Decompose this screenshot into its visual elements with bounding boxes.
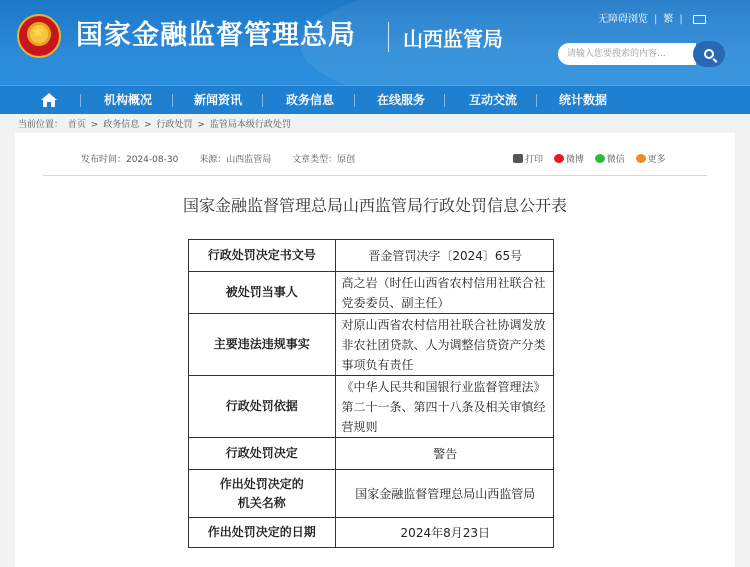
table-row [189, 314, 554, 376]
breadcrumb-home[interactable]: 首页 [67, 120, 86, 130]
table-row [189, 438, 554, 470]
print-button[interactable] [513, 154, 543, 166]
nav-divider [354, 94, 355, 107]
nav-divider [262, 94, 263, 107]
article-source: 来源：山西监管局 [199, 155, 272, 165]
weibo-label: 微博 [565, 155, 584, 165]
print-icon [513, 154, 523, 163]
publish-time: 发布时间：2024-08-30 [81, 155, 179, 165]
nav-item-about[interactable]: 机构概况 [104, 93, 153, 107]
weibo-icon [554, 154, 564, 163]
row-value: 高之岩（时任山西省农村信用社联合社党委委员、副主任） [335, 272, 553, 314]
search-input[interactable]: 请输入您要搜索的内容... [558, 43, 696, 65]
nav-item-government-info[interactable]: 政务信息 [286, 93, 335, 107]
breadcrumb [18, 119, 293, 131]
nav-item-online-service[interactable]: 在线服务 [377, 93, 426, 107]
mail-icon[interactable] [693, 15, 706, 24]
row-value: 警告 [335, 438, 553, 470]
print-label: 打印 [525, 155, 544, 165]
breadcrumb-separator: > [90, 120, 99, 130]
wechat-label: 微信 [606, 155, 625, 165]
top-link-separator: | [679, 14, 683, 25]
more-label: 更多 [647, 155, 666, 165]
table-row [189, 240, 554, 272]
row-key: 行政处罚决定书文号 [189, 240, 336, 272]
national-emblem-icon: ★ [17, 14, 61, 58]
breadcrumb-separator: > [197, 120, 205, 130]
breadcrumb-separator: > [144, 120, 152, 130]
meta-divider [43, 175, 707, 176]
nav-divider [172, 94, 173, 107]
breadcrumb-penalty[interactable]: 行政处罚 [156, 120, 193, 130]
site-title[interactable]: 国家金融监督管理总局 [76, 20, 356, 51]
row-key-line: 机关名称 [237, 495, 286, 510]
site-subtitle[interactable]: 山西监管局 [403, 27, 503, 51]
traditional-chinese-link[interactable]: 繁 [663, 14, 674, 25]
wechat-icon [595, 154, 605, 163]
table-row [189, 376, 554, 438]
breadcrumb-government-info[interactable]: 政务信息 [103, 120, 140, 130]
main-nav [0, 85, 750, 114]
top-links [598, 13, 706, 27]
row-value: 对原山西省农村信用社联合社协调发放非农社团贷款、人为调整信贷资产分类事项负有责任 [335, 314, 553, 376]
article-type: 文章类型：原创 [292, 155, 356, 165]
search-button[interactable] [693, 41, 725, 67]
home-icon[interactable] [40, 92, 58, 108]
table-row [189, 272, 554, 314]
table-row [189, 518, 554, 548]
row-key: 作出处罚决定的日期 [189, 518, 336, 548]
more-share-icon [636, 154, 646, 163]
row-value: 国家金融监督管理总局山西监管局 [335, 470, 553, 518]
row-key-line: 作出处罚决定的 [219, 476, 304, 491]
nav-item-interaction[interactable]: 互动交流 [469, 93, 518, 107]
weibo-share-button[interactable] [554, 154, 584, 166]
row-key: 行政处罚依据 [189, 376, 336, 438]
row-key: 被处罚当事人 [189, 272, 336, 314]
row-value: 晋金管罚决字〔2024〕65号 [335, 240, 553, 272]
nav-item-news[interactable]: 新闻资讯 [194, 93, 243, 107]
row-key: 行政处罚决定 [189, 438, 336, 470]
search-icon [704, 49, 714, 59]
more-share-button[interactable] [636, 154, 666, 166]
article-meta [81, 154, 373, 166]
penalty-info-table [188, 239, 554, 548]
nav-divider [80, 94, 81, 107]
top-link-separator: | [654, 14, 658, 25]
row-value: 《中华人民共和国银行业监督管理法》第二十一条、第四十八条及相关审慎经营规则 [335, 376, 553, 438]
row-key: 主要违法违规事实 [189, 314, 336, 376]
title-divider [388, 22, 389, 52]
breadcrumb-local-penalty[interactable]: 监管局本级行政处罚 [209, 120, 291, 130]
site-header [0, 0, 750, 85]
row-value: 2024年8月23日 [335, 518, 553, 548]
document-title: 国家金融监督管理总局山西监管局行政处罚信息公开表 [182, 196, 567, 215]
wechat-share-button[interactable] [595, 154, 625, 166]
nav-item-statistics[interactable]: 统计数据 [559, 93, 608, 107]
table-row [189, 470, 554, 518]
breadcrumb-label: 当前位置： [18, 120, 64, 130]
article-card [15, 133, 735, 567]
nav-divider [536, 94, 537, 107]
share-bar [513, 154, 674, 166]
accessibility-link[interactable]: 无障碍浏览 [598, 14, 648, 25]
nav-divider [444, 94, 445, 107]
row-key [189, 470, 336, 518]
